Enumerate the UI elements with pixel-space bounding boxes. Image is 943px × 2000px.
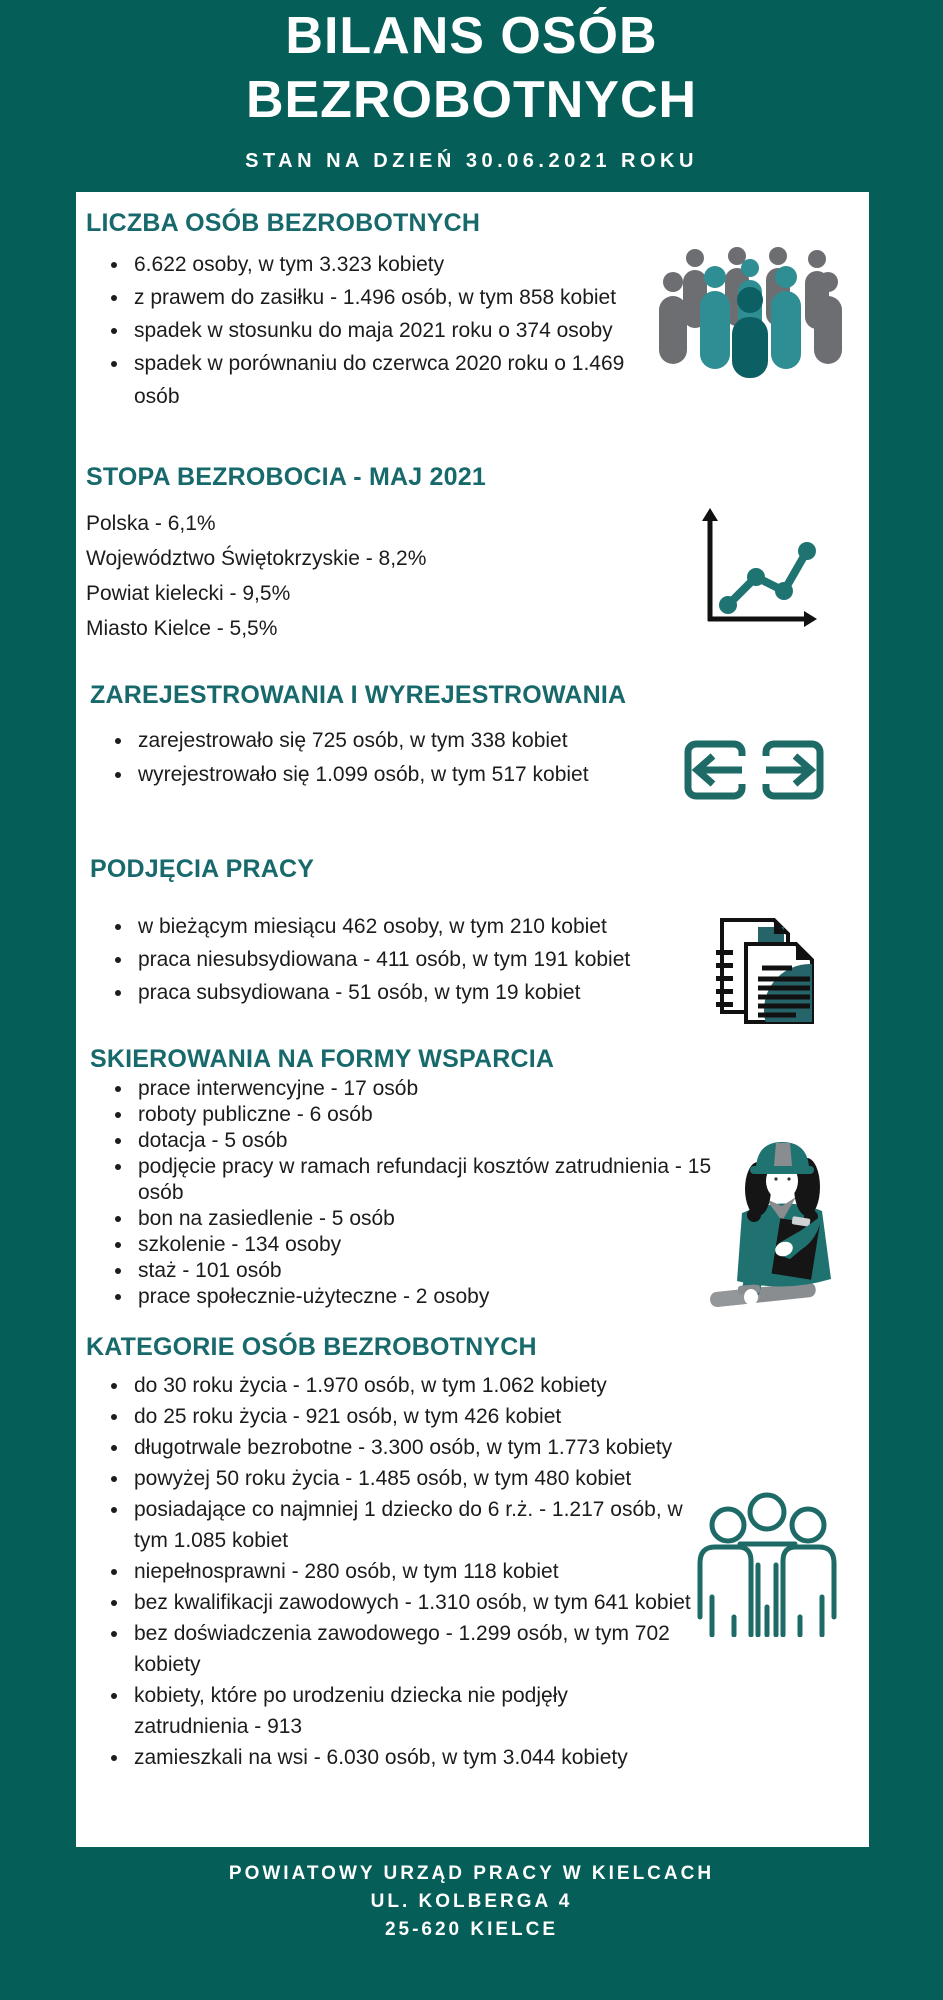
footer-line-city: 25-620 KIELCE: [384, 1919, 559, 1940]
list-item: • posiadające co najmniej 1 dziecko do 6 r.ż. - 1.217 osób, w tym 1.085 kobiet: [130, 1494, 699, 1556]
bullet-list: [90, 724, 710, 792]
section-heading: KATEGORIE OSÓB BEZROBOTNYCH: [86, 1333, 537, 1361]
line-chart-icon: [688, 507, 818, 629]
stat-line: Polska - 6,1%: [86, 512, 216, 535]
content-card: [76, 192, 869, 1847]
list-item: • do 25 roku życia - 921 osób, w tym 426 kobiet: [130, 1401, 726, 1432]
list-item: • prace społecznie-użyteczne - 2 osoby: [134, 1284, 730, 1310]
list-item: • 6.622 osoby, w tym 3.323 kobiety: [130, 248, 686, 281]
list-item: • spadek w stosunku do maja 2021 roku o 374 osoby: [130, 314, 686, 347]
list-item: • dotacja - 5 osób: [134, 1128, 730, 1154]
page-subtitle: STAN NA DZIEŃ 30.06.2021 ROKU: [245, 150, 698, 172]
stat-line: Miasto Kielce - 5,5%: [86, 617, 278, 640]
stat-line: Województwo Świętokrzyskie - 8,2%: [86, 547, 427, 570]
section-kategorie: [86, 1332, 726, 1773]
list-item: • powyżej 50 roku życia - 1.485 osób, w tym 480 kobiet: [130, 1463, 726, 1494]
list-item: • bez doświadczenia zawodowego - 1.299 osób, w tym 702 kobiety: [130, 1618, 694, 1680]
stat-lines: [86, 506, 686, 646]
section-liczba-osob: [86, 208, 686, 413]
section-podjecia-pracy: [90, 854, 710, 1009]
section-heading: STOPA BEZROBOCIA - MAJ 2021: [86, 463, 486, 491]
page-title-line1: BILANS OSÓB: [285, 7, 658, 65]
transfer-arrows-icon: [684, 740, 824, 800]
list-item: • szkolenie - 134 osoby: [134, 1232, 730, 1258]
list-item: • bez kwalifikacji zawodowych - 1.310 osób, w tym 641 kobiet: [130, 1587, 726, 1618]
section-heading: SKIEROWANIA NA FORMY WSPARCIA: [90, 1045, 555, 1073]
list-item: • długotrwale bezrobotne - 3.300 osób, w tym 1.773 kobiety: [130, 1432, 726, 1463]
section-zarejestrowania: [90, 680, 710, 792]
team-outline-icon: [688, 1487, 846, 1637]
list-item: • podjęcie pracy w ramach refundacji kosztów zatrudnienia - 15 osób: [134, 1154, 718, 1206]
section-stopa-bezrobocia: [86, 462, 686, 646]
bullet-list: [90, 910, 710, 1009]
list-item: • wyrejestrowało się 1.099 osób, w tym 517 kobiet: [134, 758, 710, 792]
list-item: • do 30 roku życia - 1.970 osób, w tym 1.062 kobiety: [130, 1370, 726, 1401]
list-item: • zamieszkali na wsi - 6.030 osób, w tym 3.044 kobiety: [130, 1742, 726, 1773]
footer-line-street: UL. KOLBERGA 4: [370, 1891, 573, 1912]
engineer-woman-icon: [704, 1127, 864, 1307]
bullet-list: [90, 1076, 730, 1310]
list-item: • w bieżącym miesiącu 462 osoby, w tym 210 kobiet: [134, 910, 710, 943]
list-item: • zarejestrowało się 725 osób, w tym 338 kobiet: [134, 724, 710, 758]
list-item: • bon na zasiedlenie - 5 osób: [134, 1206, 730, 1232]
list-item: • praca subsydiowana - 51 osób, w tym 19 kobiet: [134, 976, 710, 1009]
bullet-list: [86, 248, 686, 413]
section-heading: PODJĘCIA PRACY: [90, 855, 315, 883]
list-item: • spadek w porównaniu do czerwca 2020 roku o 1.469 osób: [130, 347, 634, 413]
list-item: • praca niesubsydiowana - 411 osób, w tym 191 kobiet: [134, 943, 710, 976]
list-item: • staż - 101 osób: [134, 1258, 730, 1284]
section-skierowania: [90, 1044, 730, 1310]
list-item: • kobiety, które po urodzeniu dziecka nie podjęły zatrudnienia - 913: [130, 1680, 604, 1742]
footer-address: [0, 1860, 943, 1944]
crowd-icon: [650, 220, 850, 380]
list-item: • roboty publiczne - 6 osób: [134, 1102, 730, 1128]
page-title: [0, 4, 943, 132]
bullet-list: [86, 1370, 726, 1773]
documents-icon: [716, 918, 824, 1024]
section-heading: LICZBA OSÓB BEZROBOTNYCH: [86, 209, 481, 237]
page-title-line2: BEZROBOTNYCH: [245, 71, 698, 129]
section-heading: ZAREJESTROWANIA I WYREJESTROWANIA: [90, 681, 627, 709]
stat-line: Powiat kielecki - 9,5%: [86, 582, 291, 605]
footer-line-organization: POWIATOWY URZĄD PRACY W KIELCACH: [228, 1863, 715, 1884]
list-item: • niepełnosprawni - 280 osób, w tym 118 kobiet: [130, 1556, 726, 1587]
list-item: • prace interwencyjne - 17 osób: [134, 1076, 730, 1102]
list-item: • z prawem do zasiłku - 1.496 osób, w tym 858 kobiet: [130, 281, 686, 314]
